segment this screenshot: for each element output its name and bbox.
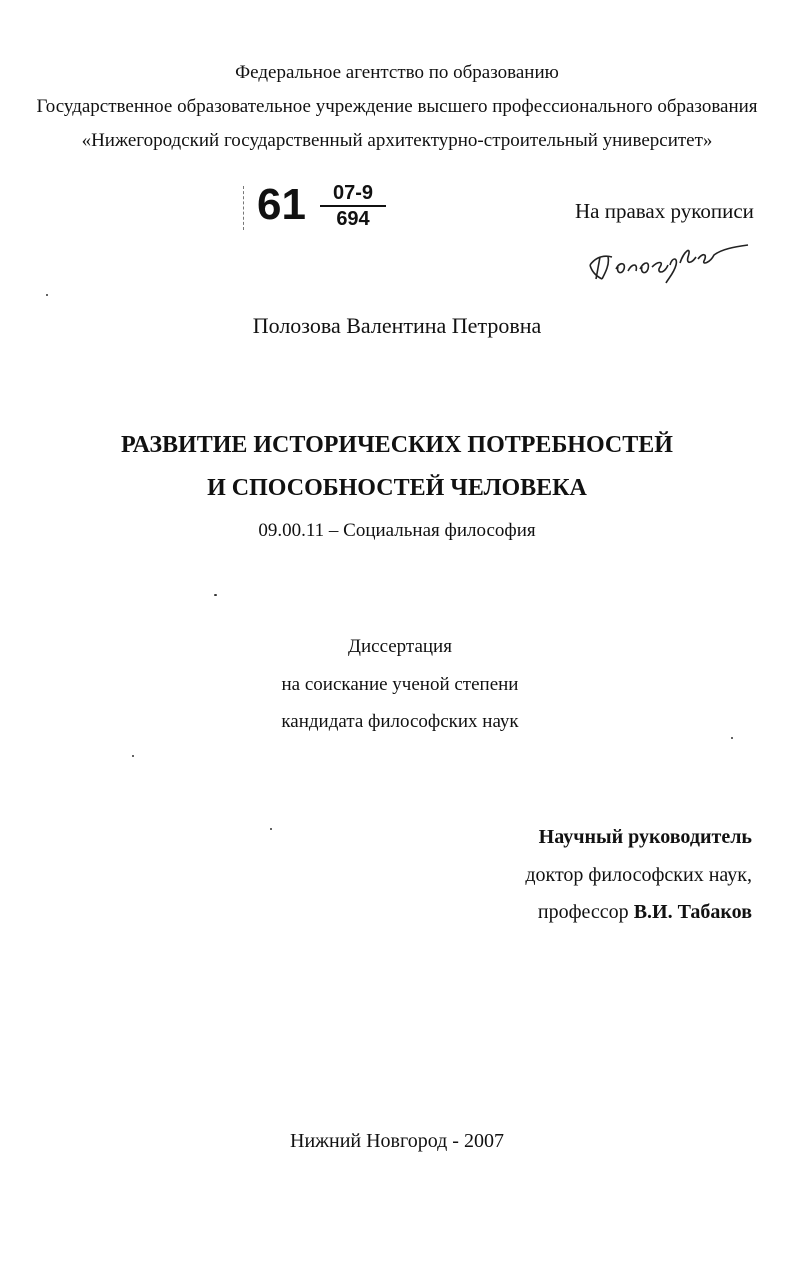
library-code-main: 61	[257, 180, 306, 229]
specialty-code: 09.00.11 – Социальная философия	[258, 520, 536, 541]
signature-icon	[582, 235, 752, 285]
library-code-numerator: 07-9	[332, 182, 374, 204]
library-code-denominator: 694	[336, 208, 370, 230]
degree-name: кандидата философских наук	[281, 711, 519, 732]
library-code-fraction	[323, 182, 383, 230]
scan-speck	[731, 737, 733, 739]
institution-type: Государственное образовательное учреждение высшего профессионального образования	[36, 96, 758, 117]
document-type: Диссертация	[348, 636, 452, 657]
fraction-line	[320, 205, 386, 207]
dissertation-title-line-2: И СПОСОБНОСТЕЙ ЧЕЛОВЕКА	[207, 475, 587, 501]
advisor-title: профессор	[537, 901, 629, 923]
dashed-margin-line	[243, 186, 244, 230]
agency-name: Федеральное агентство по образованию	[235, 62, 559, 83]
scan-speck	[132, 755, 134, 757]
manuscript-rights: На правах рукописи	[575, 199, 754, 223]
advisor-name: В.И. Табаков	[633, 901, 752, 923]
place-and-year: Нижний Новгород - 2007	[290, 1130, 504, 1152]
scan-speck	[270, 828, 272, 830]
dissertation-title-line-1: РАЗВИТИЕ ИСТОРИЧЕСКИХ ПОТРЕБНОСТЕЙ	[121, 432, 673, 458]
advisor-title-name	[538, 901, 752, 924]
author-name: Полозова Валентина Петровна	[252, 313, 542, 338]
advisor-degree: доктор философских наук,	[525, 864, 752, 886]
scan-speck	[46, 294, 48, 296]
degree-purpose: на соискание ученой степени	[281, 674, 519, 695]
university-name: «Нижегородский государственный архитектурно-строительный университет»	[81, 130, 713, 151]
library-code	[243, 180, 403, 240]
advisor-label: Научный руководитель	[538, 826, 752, 848]
scan-speck	[214, 594, 217, 596]
